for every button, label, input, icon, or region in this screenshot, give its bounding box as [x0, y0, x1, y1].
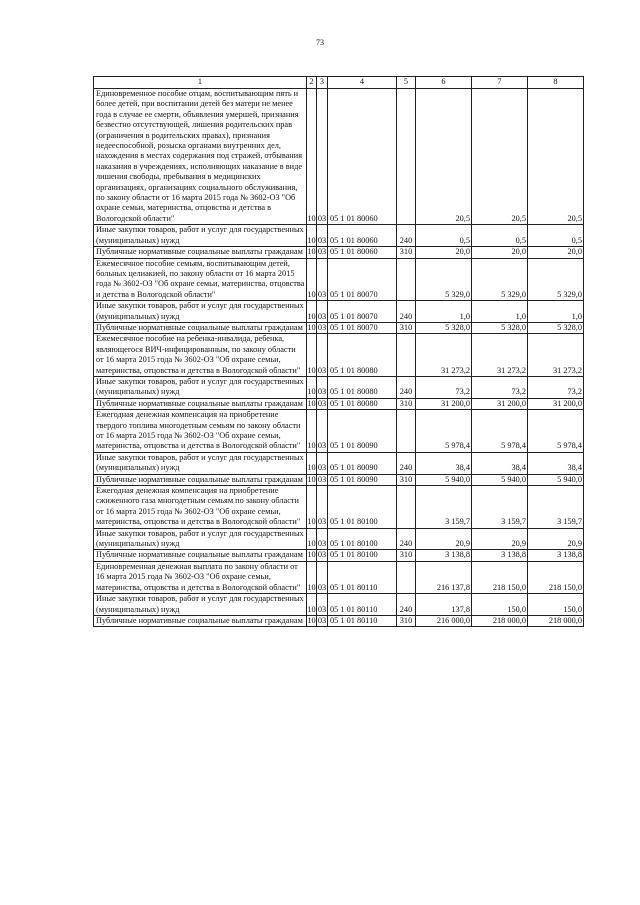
- amount-col6: 20,9: [416, 528, 472, 550]
- section-code: 10: [307, 376, 317, 398]
- target-article-code: 05 1 01 80090: [328, 474, 397, 485]
- header-row: [94, 77, 584, 89]
- expense-type-code: 310: [397, 550, 416, 561]
- section-code: 10: [307, 528, 317, 550]
- amount-col6: 1,0: [416, 301, 472, 323]
- row-name: Иные закупки товаров, работ и услуг для государственных (муниципальных) нужд: [94, 452, 307, 474]
- section-code: 10: [307, 301, 317, 323]
- row-name: Публичные нормативные социальные выплаты гражданам: [94, 398, 307, 409]
- amount-col6: 5 329,0: [416, 258, 472, 301]
- amount-col7: 5 940,0: [472, 474, 528, 485]
- table-row: [94, 301, 584, 323]
- expense-type-code: 240: [397, 376, 416, 398]
- amount-col8: 0,5: [528, 225, 584, 247]
- amount-col7: 31 200,0: [472, 398, 528, 409]
- row-name: Единовременная денежная выплата по закону области от 16 марта 2015 года № 3602-ОЗ "Об охране семьи, материнства, отцовства и детства в Вологодской области": [94, 561, 307, 593]
- subsection-code: 03: [317, 376, 328, 398]
- section-code: 10: [307, 550, 316, 560]
- amount-col7: 3 159,7: [472, 486, 528, 529]
- amount-col7: 73,2: [472, 376, 528, 398]
- target-article-code: 05 1 01 80070: [328, 322, 397, 333]
- section-code: 10: [307, 486, 317, 529]
- amount-col6: 3 159,7: [416, 486, 472, 529]
- table-row: [94, 486, 584, 529]
- target-article-code: 05 1 01 80070: [328, 258, 397, 301]
- target-article-code: 05 1 01 80090: [328, 452, 397, 474]
- row-name: Ежемесячное пособие на ребенка-инвалида, ребенка, являющегося ВИЧ-инфицированным, по закону области от 16 марта 2015 года № 3602-ОЗ "Об охране семьи, материнства, отцовства и детства в Вологодской области": [94, 334, 307, 377]
- row-name: Единовременное пособие отцам, воспитывающим пять и более детей, при воспитании детей без матери не менее года в случае ее смерти, объявления умершей, признания безвестно отсутствующей, лишения родительских прав (ограничения в родительских правах), признания недееспособной, розыска органами внутренних дел, нахождения в местах содержания под стражей, отбывания наказания в учреждениях, исполняющих наказание в виде лишения свободы, пребывания в медицинских организациях, организациях социального обслуживания, по закону области от 16 марта 2015 года № 3602-ОЗ "Об охране семьи, материнства, отцовства и детства в Вологодской области": [94, 89, 307, 225]
- row-name: Публичные нормативные социальные выплаты гражданам: [94, 615, 307, 626]
- subsection-code: 03: [317, 89, 328, 225]
- amount-col6: 216 137,8: [416, 561, 472, 593]
- section-code: 10: [307, 615, 316, 625]
- target-article-code: 05 1 01 80110: [328, 594, 397, 616]
- amount-col8: 20,9: [528, 528, 584, 550]
- amount-col7: 5 329,0: [472, 258, 528, 301]
- target-article-code: 05 1 01 80070: [328, 301, 397, 323]
- table-row: [94, 452, 584, 474]
- subsection-code: 03: [317, 528, 328, 550]
- subsection-code: 03: [317, 410, 328, 453]
- subsection-code: 03: [317, 594, 328, 616]
- section-code: 10: [307, 225, 317, 247]
- target-article-code: 05 1 01 80080: [328, 376, 397, 398]
- amount-col8: 20,5: [528, 89, 584, 225]
- amount-col6: 137,8: [416, 594, 472, 616]
- subsection-code: 03: [317, 615, 327, 625]
- amount-col8: 150,0: [528, 594, 584, 616]
- expense-type-code: 240: [397, 301, 416, 323]
- section-code: 10: [307, 410, 317, 453]
- table-body: [94, 89, 584, 627]
- amount-col6: 5 940,0: [416, 474, 472, 485]
- header-cell: 3: [317, 77, 328, 89]
- subsection-code: 03: [317, 301, 328, 323]
- expense-type-code: [397, 486, 416, 529]
- target-article-code: 05 1 01 80090: [328, 410, 397, 453]
- target-article-code: 05 1 01 80060: [328, 225, 397, 247]
- subsection-code: 03: [317, 561, 328, 593]
- section-code: 10: [307, 258, 317, 301]
- section-code: 10: [307, 594, 317, 616]
- subsection-code: 03: [317, 225, 328, 247]
- expense-type-code: [397, 258, 416, 301]
- amount-col7: 3 138,8: [472, 550, 528, 561]
- header-cell: 7: [472, 77, 528, 89]
- table-row: [94, 561, 584, 593]
- expense-type-code: 240: [397, 225, 416, 247]
- expense-type-code: 240: [397, 594, 416, 616]
- amount-col7: 0,5: [472, 225, 528, 247]
- amount-col7: 5 978,4: [472, 410, 528, 453]
- expense-type-code: [397, 334, 416, 377]
- table-row: [94, 594, 584, 616]
- amount-col8: 3 159,7: [528, 486, 584, 529]
- row-name: Публичные нормативные социальные выплаты гражданам: [94, 474, 307, 485]
- target-article-code: 05 1 01 80100: [328, 486, 397, 529]
- table-row: [94, 474, 584, 485]
- amount-col8: 1,0: [528, 301, 584, 323]
- expense-type-code: 240: [397, 528, 416, 550]
- section-code: 10: [307, 334, 317, 377]
- amount-col6: 5 328,0: [416, 322, 472, 333]
- expense-type-code: 310: [397, 247, 416, 258]
- amount-col7: 218 000,0: [472, 615, 528, 626]
- subsection-code: 03: [317, 334, 328, 377]
- subsection-code: 03: [317, 398, 327, 408]
- target-article-code: 05 1 01 80080: [328, 334, 397, 377]
- amount-col8: 3 138,8: [528, 550, 584, 561]
- amount-col8: 5 940,0: [528, 474, 584, 485]
- header-cell: 4: [328, 77, 397, 89]
- target-article-code: 05 1 01 80060: [328, 89, 397, 225]
- amount-col8: 5 978,4: [528, 410, 584, 453]
- amount-col7: 20,0: [472, 247, 528, 258]
- amount-col8: 73,2: [528, 376, 584, 398]
- amount-col6: 38,4: [416, 452, 472, 474]
- subsection-code: 03: [317, 486, 328, 529]
- amount-col7: 31 273,2: [472, 334, 528, 377]
- subsection-code: 03: [317, 550, 327, 560]
- amount-col6: 5 978,4: [416, 410, 472, 453]
- section-code: 10: [307, 561, 317, 593]
- row-name: Иные закупки товаров, работ и услуг для государственных (муниципальных) нужд: [94, 594, 307, 616]
- subsection-code: 03: [317, 452, 328, 474]
- amount-col7: 1,0: [472, 301, 528, 323]
- table-row: [94, 258, 584, 301]
- amount-col8: 218 000,0: [528, 615, 584, 626]
- amount-col7: 218 150,0: [472, 561, 528, 593]
- table-row: [94, 550, 584, 561]
- header-cell: 8: [528, 77, 584, 89]
- amount-col6: 3 138,8: [416, 550, 472, 561]
- page-number: 73: [316, 38, 324, 47]
- expense-type-code: 310: [397, 474, 416, 485]
- amount-col7: 150,0: [472, 594, 528, 616]
- section-code: 10: [307, 89, 317, 225]
- expense-type-code: 310: [397, 398, 416, 409]
- expense-type-code: [397, 561, 416, 593]
- amount-col7: 38,4: [472, 452, 528, 474]
- target-article-code: 05 1 01 80080: [328, 398, 397, 409]
- table-row: [94, 615, 584, 626]
- section-code: 10: [307, 474, 316, 484]
- amount-col8: 5 329,0: [528, 258, 584, 301]
- amount-col8: 31 273,2: [528, 334, 584, 377]
- expense-type-code: 310: [397, 322, 416, 333]
- row-name: Иные закупки товаров, работ и услуг для государственных (муниципальных) нужд: [94, 225, 307, 247]
- table-row: [94, 398, 584, 409]
- amount-col8: 20,0: [528, 247, 584, 258]
- expense-type-code: 310: [397, 615, 416, 626]
- header-cell: 1: [94, 77, 307, 89]
- table-row: [94, 334, 584, 377]
- target-article-code: 05 1 01 80110: [328, 615, 397, 626]
- row-name: Публичные нормативные социальные выплаты гражданам: [94, 322, 307, 333]
- amount-col6: 0,5: [416, 225, 472, 247]
- row-name: Ежемесячное пособие семьям, воспитывающим детей, больных целиакией, по закону области от 16 марта 2015 года № 3602-ОЗ "Об охране семьи, материнства, отцовства и детства в Вологодской области": [94, 258, 307, 301]
- target-article-code: 05 1 01 80110: [328, 561, 397, 593]
- amount-col7: 20,9: [472, 528, 528, 550]
- row-name: Ежегодная денежная компенсация на приобретение твердого топлива многодетным семьям по закону области от 16 марта 2015 года № 3602-ОЗ "Об охране семьи, материнства, отцовства и детства в Вологодской области": [94, 410, 307, 453]
- amount-col6: 31 273,2: [416, 334, 472, 377]
- amount-col6: 31 200,0: [416, 398, 472, 409]
- section-code: 10: [307, 322, 316, 332]
- subsection-code: 03: [317, 247, 327, 257]
- amount-col8: 31 200,0: [528, 398, 584, 409]
- table-row: [94, 376, 584, 398]
- budget-table: [93, 76, 584, 627]
- amount-col6: 73,2: [416, 376, 472, 398]
- amount-col6: 20,0: [416, 247, 472, 258]
- table-row: [94, 322, 584, 333]
- subsection-code: 03: [317, 258, 328, 301]
- row-name: Иные закупки товаров, работ и услуг для государственных (муниципальных) нужд: [94, 528, 307, 550]
- expense-type-code: [397, 89, 416, 225]
- amount-col8: 5 328,0: [528, 322, 584, 333]
- amount-col7: 5 328,0: [472, 322, 528, 333]
- table-row: [94, 528, 584, 550]
- table-row: [94, 410, 584, 453]
- amount-col8: 38,4: [528, 452, 584, 474]
- header-cell: 5: [397, 77, 416, 89]
- section-code: 10: [307, 398, 316, 408]
- amount-col6: 20,5: [416, 89, 472, 225]
- row-name: Публичные нормативные социальные выплаты гражданам: [94, 247, 307, 258]
- expense-type-code: [397, 410, 416, 453]
- amount-col8: 218 150,0: [528, 561, 584, 593]
- row-name: Публичные нормативные социальные выплаты гражданам: [94, 550, 307, 561]
- header-cell: 6: [416, 77, 472, 89]
- section-code: 10: [307, 247, 316, 257]
- row-name: Ежегодная денежная компенсация на приобретение сжиженного газа многодетным семьям по закону области от 16 марта 2015 года № 3602-ОЗ "Об охране семьи, материнства, отцовства и детства в Вологодской области": [94, 486, 307, 529]
- row-name: Иные закупки товаров, работ и услуг для государственных (муниципальных) нужд: [94, 376, 307, 398]
- section-code: 10: [307, 452, 317, 474]
- table-row: [94, 89, 584, 225]
- amount-col7: 20,5: [472, 89, 528, 225]
- row-name: Иные закупки товаров, работ и услуг для государственных (муниципальных) нужд: [94, 301, 307, 323]
- expense-type-code: 240: [397, 452, 416, 474]
- table-row: [94, 247, 584, 258]
- subsection-code: 03: [317, 322, 327, 332]
- target-article-code: 05 1 01 80060: [328, 247, 397, 258]
- amount-col6: 216 000,0: [416, 615, 472, 626]
- table-row: [94, 225, 584, 247]
- header-cell: 2: [307, 77, 317, 89]
- subsection-code: 03: [317, 474, 327, 484]
- target-article-code: 05 1 01 80100: [328, 550, 397, 561]
- target-article-code: 05 1 01 80100: [328, 528, 397, 550]
